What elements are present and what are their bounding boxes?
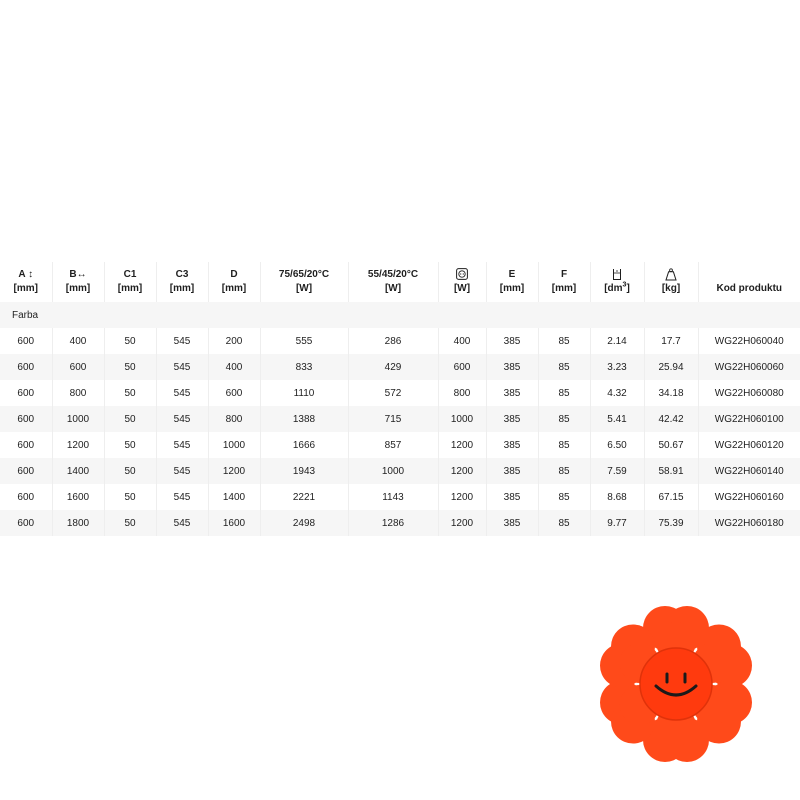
col-header-b: B↔ [mm] [52,262,104,302]
cell-a: 600 [0,380,52,406]
table-row [0,484,800,510]
cell-c3: 545 [156,510,208,536]
col-header-e: E [mm] [486,262,538,302]
cell-c3: 545 [156,406,208,432]
cell-c3: 545 [156,354,208,380]
cell-pel: 600 [438,354,486,380]
cell-e: 385 [486,458,538,484]
cell-code: WG22H060140 [714,465,784,477]
cell-p55: 286 [348,328,438,354]
cell-d: 400 [208,354,260,380]
cell-c1: 50 [104,328,156,354]
cell-p75: 2221 [260,484,348,510]
col-header-c3: C3 [mm] [156,262,208,302]
horizontal-arrow-icon: ↔ [76,269,87,280]
cell-c1: 50 [104,380,156,406]
cell-code: WG22H060060 [714,361,784,373]
cell-c1: 50 [104,484,156,510]
cell-kg: 25.94 [644,354,698,380]
cell-p55: 1000 [348,458,438,484]
vertical-arrow-icon: ↕ [28,269,34,280]
cell-p75: 833 [260,354,348,380]
cell-a: 600 [0,328,52,354]
cell-e: 385 [486,380,538,406]
cell-a: 600 [0,406,52,432]
group-label: Farba [12,309,39,321]
cell-pel: 400 [438,328,486,354]
cell-a: 600 [0,354,52,380]
cell-d: 1400 [208,484,260,510]
cell-p75: 1943 [260,458,348,484]
cell-f: 85 [538,432,590,458]
cell-b: 1800 [52,510,104,536]
cell-vol: 5.41 [590,406,644,432]
cell-e: 385 [486,406,538,432]
cell-e: 385 [486,432,538,458]
cell-a: 600 [0,432,52,458]
cell-a: 600 [0,510,52,536]
cell-a: 600 [0,458,52,484]
cell-f: 85 [538,510,590,536]
col-header-output-75: 75/65/20°C [W] [260,262,348,302]
cell-a: 600 [0,484,52,510]
cell-code: WG22H060160 [714,491,784,503]
cell-vol: 2.14 [590,328,644,354]
cell-code: WG22H060120 [714,439,784,451]
cell-b: 1600 [52,484,104,510]
cell-pel: 1200 [438,458,486,484]
col-header-electric-power: [W] [438,262,486,302]
cell-kg: 50.67 [644,432,698,458]
cell-e: 385 [486,328,538,354]
cell-kg: 75.39 [644,510,698,536]
cell-f: 85 [538,354,590,380]
table-row [0,380,800,406]
cell-f: 85 [538,484,590,510]
cell-f: 85 [538,458,590,484]
cell-c1: 50 [104,354,156,380]
cell-c3: 545 [156,458,208,484]
col-header-output-55: 55/45/20°C [W] [348,262,438,302]
cell-d: 1600 [208,510,260,536]
cell-p75: 1666 [260,432,348,458]
cell-c1: 50 [104,432,156,458]
cell-p55: 572 [348,380,438,406]
cell-b: 800 [52,380,104,406]
product-spec-table [0,262,800,536]
col-header-c1: C1 [mm] [104,262,156,302]
cell-e: 385 [486,484,538,510]
cell-p75: 1110 [260,380,348,406]
table-header-row [0,262,800,302]
cell-vol: 6.50 [590,432,644,458]
cell-d: 600 [208,380,260,406]
cell-kg: 17.7 [644,328,698,354]
col-header-d: D [mm] [208,262,260,302]
cell-pel: 1200 [438,432,486,458]
cell-f: 85 [538,380,590,406]
weight-icon [665,268,677,281]
cell-vol: 9.77 [590,510,644,536]
cell-p55: 1286 [348,510,438,536]
cell-pel: 800 [438,380,486,406]
cell-c3: 545 [156,484,208,510]
cell-kg: 67.15 [644,484,698,510]
cell-d: 800 [208,406,260,432]
cell-b: 400 [52,328,104,354]
cell-b: 1400 [52,458,104,484]
group-row [0,302,800,328]
col-header-f: F [mm] [538,262,590,302]
cell-pel: 1200 [438,510,486,536]
table-row [0,406,800,432]
cell-kg: 34.18 [644,380,698,406]
cell-pel: 1000 [438,406,486,432]
water-volume-icon [612,268,622,281]
cell-d: 200 [208,328,260,354]
cell-c1: 50 [104,406,156,432]
cell-c1: 50 [104,510,156,536]
table-row [0,354,800,380]
cell-vol: 4.32 [590,380,644,406]
cell-pel: 1200 [438,484,486,510]
cell-e: 385 [486,354,538,380]
cell-f: 85 [538,406,590,432]
table-row [0,328,800,354]
cell-vol: 3.23 [590,354,644,380]
cell-p55: 429 [348,354,438,380]
cell-b: 1200 [52,432,104,458]
col-header-a: A ↕ [mm] [0,262,52,302]
cell-kg: 42.42 [644,406,698,432]
col-header-product-code: Kod produktu [698,262,800,302]
cell-c3: 545 [156,432,208,458]
cell-kg: 58.91 [644,458,698,484]
cell-vol: 7.59 [590,458,644,484]
cell-p75: 2498 [260,510,348,536]
col-header-weight: [kg] [644,262,698,302]
cell-p75: 1388 [260,406,348,432]
cell-d: 1200 [208,458,260,484]
cell-c3: 545 [156,328,208,354]
smiling-flower-icon [590,598,762,770]
cell-d: 1000 [208,432,260,458]
col-header-water-volume: $[dm^3]$ [590,262,644,302]
cell-code: WG22H060040 [714,335,784,347]
cell-code: WG22H060180 [714,517,784,529]
cell-code: WG22H060080 [714,387,784,399]
cell-p55: 1143 [348,484,438,510]
cell-b: 1000 [52,406,104,432]
flower-center [640,648,712,720]
cell-code: WG22H060100 [714,413,784,425]
cell-f: 85 [538,328,590,354]
cell-p55: 857 [348,432,438,458]
cell-c1: 50 [104,458,156,484]
cell-vol: 8.68 [590,484,644,510]
socket-icon [456,268,468,280]
table-row [0,510,800,536]
table-row [0,432,800,458]
cell-b: 600 [52,354,104,380]
cell-e: 385 [486,510,538,536]
table-row [0,458,800,484]
cell-p55: 715 [348,406,438,432]
cell-c3: 545 [156,380,208,406]
cell-p75: 555 [260,328,348,354]
